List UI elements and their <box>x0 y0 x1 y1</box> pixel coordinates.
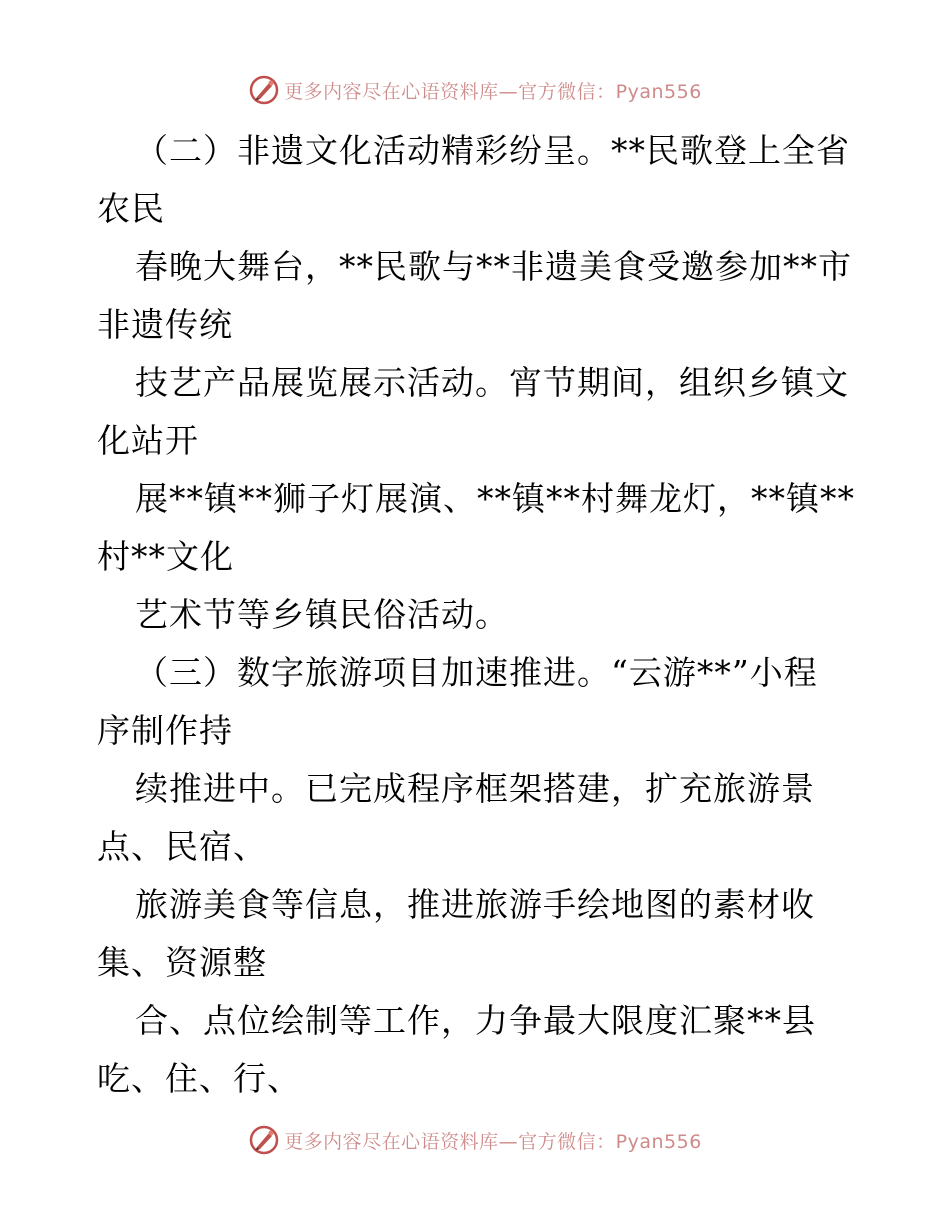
text-line: 旅游美食等信息，推进旅游手绘地图的素材收 <box>135 885 815 924</box>
footer-watermark <box>0 1120 950 1160</box>
text-line: 合、点位绘制等工作，力争最大限度汇聚**县 <box>135 1001 816 1040</box>
text-line: 集、资源整 <box>97 943 267 982</box>
text-line: 春晚大舞台，**民歌与**非遗美食受邀参加**市 <box>135 247 852 286</box>
pen-logo-icon <box>248 1124 280 1156</box>
text-line: 非遗传统 <box>97 305 233 344</box>
pen-logo-icon <box>248 74 280 106</box>
header-watermark <box>0 70 950 110</box>
text-line: 续推进中。已完成程序框架搭建，扩充旅游景 <box>135 769 815 808</box>
text-line: 技艺产品展览展示活动。宵节期间，组织乡镇文 <box>135 363 849 402</box>
text-line: 农民 <box>97 189 165 228</box>
text-line: 吃、住、行、 <box>97 1059 301 1098</box>
text-line: 艺术节等乡镇民俗活动。 <box>135 595 509 634</box>
text-line: （三）数字旅游项目加速推进。“云游**”小程 <box>135 653 818 692</box>
text-line: 展**镇**狮子灯展演、**镇**村舞龙灯，**镇** <box>135 479 855 518</box>
text-line: 化站开 <box>97 421 199 460</box>
document-body <box>97 122 857 1108</box>
text-line: 点、民宿、 <box>97 827 267 866</box>
text-line: 序制作持 <box>97 711 233 750</box>
text-line: （二）非遗文化活动精彩纷呈。**民歌登上全省 <box>135 131 850 170</box>
header-watermark-text: 更多内容尽在心语资料库—官方微信：Pyan556 <box>284 80 702 103</box>
footer-watermark-text: 更多内容尽在心语资料库—官方微信：Pyan556 <box>284 1130 702 1153</box>
text-line: 村**文化 <box>97 537 234 576</box>
